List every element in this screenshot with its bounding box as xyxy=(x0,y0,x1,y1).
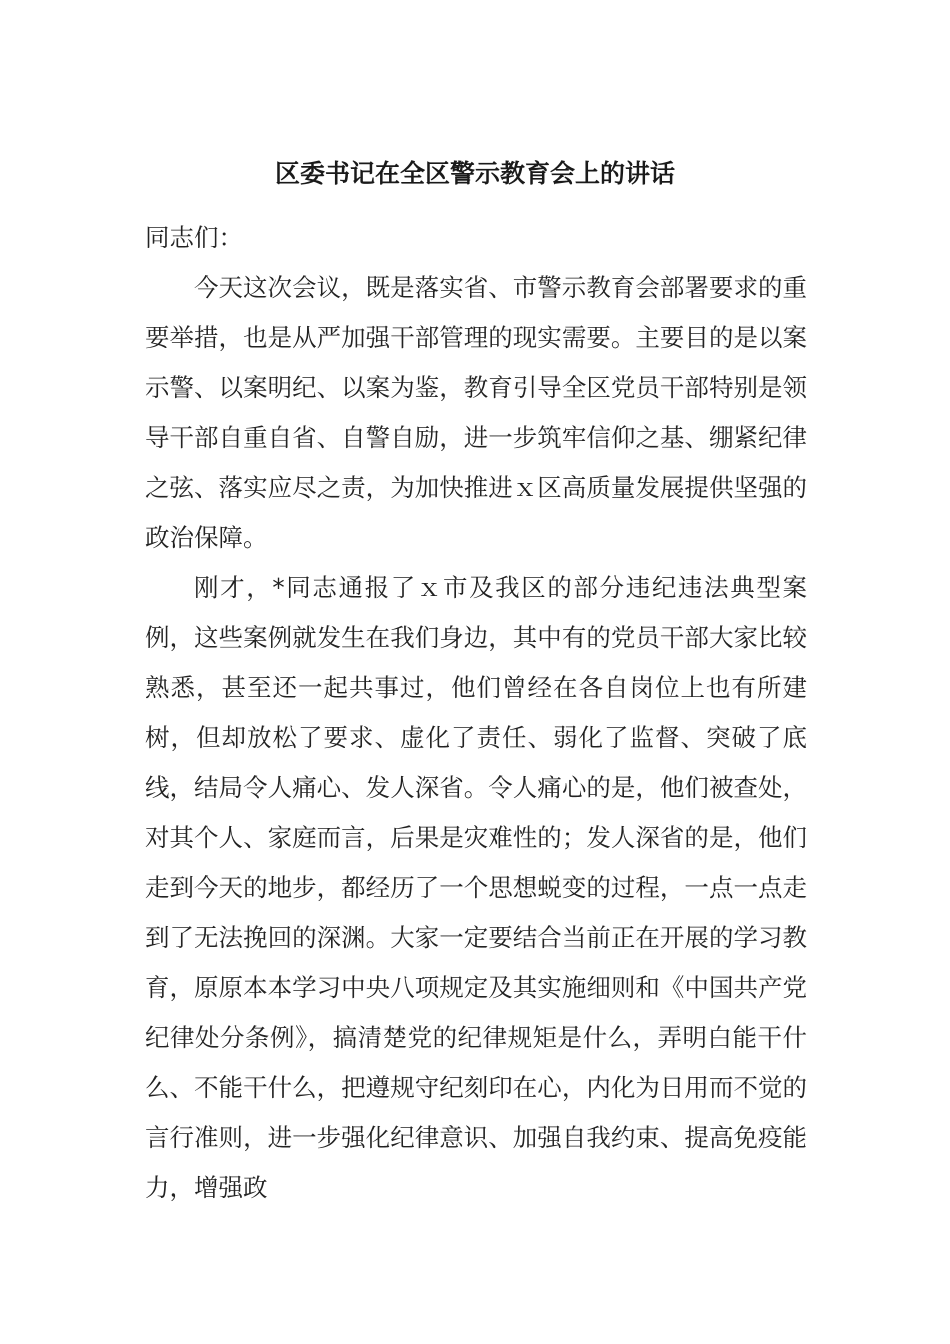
paragraph-1: 今天这次会议，既是落实省、市警示教育会部署要求的重要举措，也是从严加强干部管理的现实需要。主要目的是以案示警、以案明纪、以案为鉴，教育引导全区党员干部特别是领导干部自重自省、自警自励，进一步筑牢信仰之基、绷紧纪律之弦、落实应尽之责，为加快推进ｘ区高质量发展提供坚强的政治保障。 xyxy=(145,273,807,552)
paragraph-2: 刚才，*同志通报了ｘ市及我区的部分违纪违法典型案例，这些案例就发生在我们身边，其中有的党员干部大家比较熟悉，甚至还一起共事过，他们曾经在各自岗位上也有所建树，但却放松了要求、虚化了责任、弱化了监督、突破了底线，结局令人痛心、发人深省。令人痛心的是，他们被查处，对其个人、家庭而言，后果是灾难性的；发人深省的是，他们走到今天的地步，都经历了一个思想蜕变的过程，一点一点走到了无法挽回的深渊。大家一定要结合当前正在开展的学习教育，原原本本学习中央八项规定及其实施细则和《中国共产党纪律处分条例》，搞清楚党的纪律规矩是什么，弄明白能干什么、不能干什么，把遵规守纪刻印在心，内化为日用而不觉的言行准则，进一步强化纪律意识、加强自我约束、提高免疫能力，增强政 xyxy=(145,573,807,1202)
document-title: 区委书记在全区警示教育会上的讲话 xyxy=(274,159,675,188)
document-body xyxy=(145,213,807,1213)
greeting-line: 同志们： xyxy=(145,223,243,252)
